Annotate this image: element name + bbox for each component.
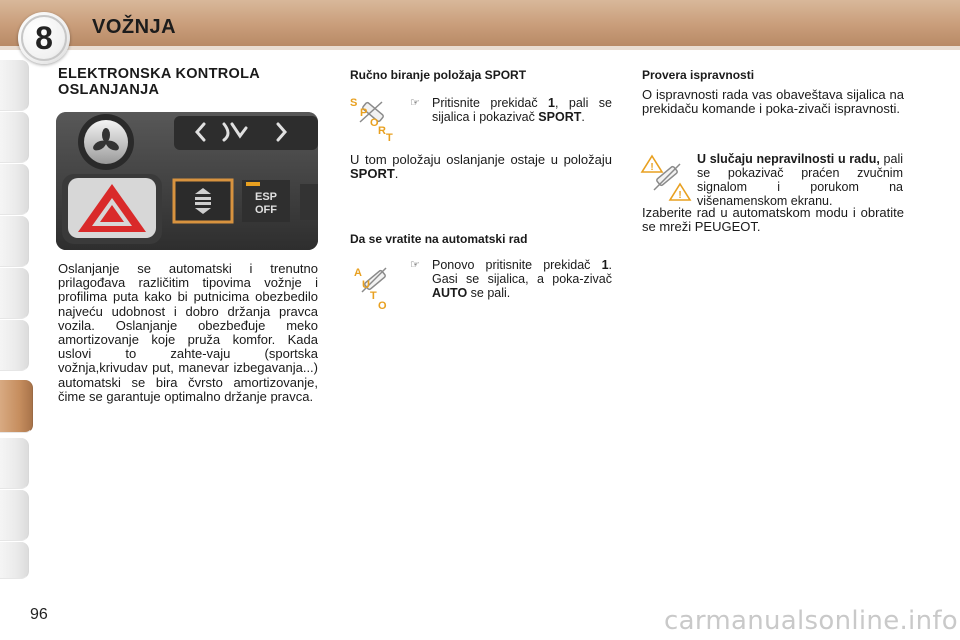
esp-off-switch: [242, 180, 290, 222]
svg-text:!: !: [650, 162, 654, 173]
dashboard-switch-illustration: [56, 112, 318, 250]
chapter-tab-9[interactable]: [0, 438, 29, 489]
source-watermark: carmanualsonline.info: [664, 606, 959, 636]
svg-text:!: !: [678, 190, 682, 201]
fault-warning-text: U slučaju nepravilnosti u radu, pali se pokazivač praćen zvučnim signalom i porukom na višenamenskom ekranu.: [697, 152, 904, 208]
peugeot-service-paragraph: Izaberite rad u automatskom modu i obratite se mreži PEUGEOT.: [642, 205, 904, 235]
suspension-description-paragraph: Oslanjanje se automatski i trenutno prilagođava različitim tipovima vožnje i profilima puta kako bi putnicima obezbedilo najveću udobnost i dobro držanja pravca vozila. Oslanjanje obezbeđuje meko amortizovanje koje pruža komfor. Kada uslovi to zahte-vaju (sportska vožnja,krivudav put, manevar izbegavanja...) automatski se bira čvrsto amortizovanje, čime se garantuje optimalno držanje pravca.: [58, 261, 318, 404]
section-heading-electronic-suspension: ELEKTRONSKA KONTROLA OSLANJANJA: [58, 66, 260, 98]
svg-text:U: U: [362, 279, 370, 291]
section-heading-sport-mode: Ručno biranje položaja SPORT: [350, 68, 527, 82]
dashboard-switch-photo: [56, 112, 318, 250]
hazard-warning-button: [62, 174, 162, 244]
svg-text:O: O: [378, 300, 387, 310]
chapter-tab-10[interactable]: [0, 490, 29, 541]
svg-text:T: T: [370, 290, 377, 302]
chapter-number: 8: [35, 19, 53, 56]
chapter-tab-1[interactable]: [0, 60, 29, 111]
sport-position-paragraph: U tom položaju oslanjanje ostaje u položaju SPORT.: [350, 152, 612, 182]
svg-text:T: T: [386, 132, 393, 142]
suspension-switch-1: [174, 180, 232, 222]
sport-indicator-icon: [348, 94, 396, 142]
sport-bullet-item: ☞ Pritisnite prekidač 1, pali se sijalica i pokazivač SPORT.: [410, 96, 612, 124]
chapter-number-badge: [18, 12, 70, 64]
chapter-tab-4[interactable]: [0, 216, 29, 267]
svg-text:O: O: [370, 117, 379, 129]
chapter-tab-strip: [0, 60, 34, 580]
svg-text:S: S: [350, 97, 358, 109]
bullet-hand-icon: ☞: [410, 97, 420, 109]
functional-check-paragraph: O ispravnosti rada vas obaveštava sijalica na prekidaču komande i poka-zivači ispravnosti.: [642, 87, 904, 117]
svg-text:P: P: [360, 107, 368, 119]
esp-label: ESP: [254, 191, 278, 203]
auto-indicator-icon: [348, 262, 396, 310]
chapter-tab-3[interactable]: [0, 164, 29, 215]
chapter-tab-6[interactable]: [0, 320, 29, 371]
svg-text:A: A: [354, 267, 362, 279]
suspension-fault-warning-icon: [640, 152, 694, 204]
header-divider: [0, 46, 960, 50]
auto-bullet-item: ☞ Ponovo pritisnite prekidač 1. Gasi se sijalica, a poka-zivač AUTO se pali.: [410, 258, 612, 300]
bullet-hand-icon: ☞: [410, 259, 420, 271]
fan-knob: [78, 114, 134, 170]
page-number: 96: [30, 606, 48, 623]
chapter-tab-5[interactable]: [0, 268, 29, 319]
svg-text:R: R: [378, 125, 386, 137]
chapter-tab-8-active[interactable]: [0, 380, 33, 433]
chapter-tab-2[interactable]: [0, 112, 29, 163]
chapter-tab-11[interactable]: [0, 542, 29, 579]
chapter-title: VOŽNJA: [92, 16, 177, 38]
section-heading-functional-check: Provera ispravnosti: [642, 68, 755, 82]
section-heading-auto-mode: Da se vratite na automatski rad: [350, 232, 528, 246]
off-label: OFF: [255, 204, 277, 216]
